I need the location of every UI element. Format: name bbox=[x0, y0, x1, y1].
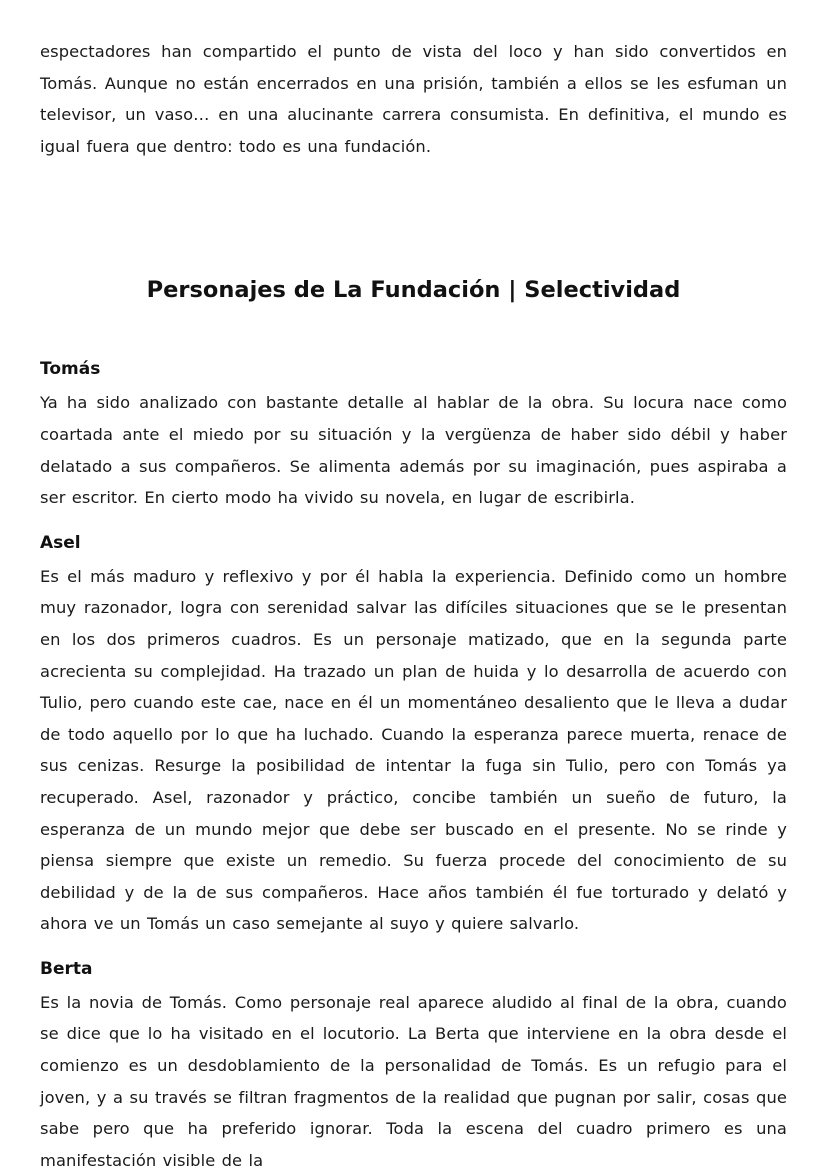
intro-paragraph: espectadores han compartido el punto de vista del loco y han sido convertidos en Tomás. Aunque no están encerrados en una prisión, también a ellos se les esfuman un televisor, un vaso… en una alucinante carrera consumista. En definitiva, el mundo es igual fuera que dentro: todo es una fundación. bbox=[40, 42, 787, 156]
character-section-tomas bbox=[40, 357, 787, 513]
document-page bbox=[40, 36, 787, 1176]
character-section-berta bbox=[40, 957, 787, 1176]
character-description: Ya ha sido analizado con bastante detalle al hablar de la obra. Su locura nace como coartada ante el miedo por su situación y la vergüenza de haber sido débil y haber delatado a sus compañeros. Se alimenta además por su imaginación, pues aspiraba a ser escritor. En cierto modo ha vivido su novela, en lugar de escribirla. bbox=[40, 393, 787, 508]
character-description: Es la novia de Tomás. Como personaje real aparece aludido al final de la obra, cuando se dice que lo ha visitado en el locutorio. La Berta que interviene en la obra desde el comienzo es un desdoblamiento de la personalidad de Tomás. Es un refugio para el joven, y a su través se filtran fragmentos de la realidad que pugnan por salir, cosas que sabe pero que ha preferido ignorar. Toda la escena del cuadro primero es una manifestación visible de la bbox=[40, 992, 787, 1170]
character-name: Tomás bbox=[40, 359, 101, 380]
character-name: Asel bbox=[40, 532, 81, 553]
character-section-asel bbox=[40, 531, 787, 940]
section-title: Personajes de La Fundación | Selectividad bbox=[146, 277, 681, 304]
character-description: Es el más maduro y reflexivo y por él habla la experiencia. Definido como un hombre muy razonador, logra con serenidad salvar las difíciles situaciones que se le presentan en los dos primeros cuadros. Es un personaje matizado, que en la segunda parte acrecienta su complejidad. Ha trazado un plan de huida y lo desarrolla de acuerdo con Tulio, pero cuando este cae, nace en él un momentáneo desaliento que le lleva a dudar de todo aquello por lo que ha luchado. Cuando la esperanza parece muerta, renace de sus cenizas. Resurge la posibilidad de intentar la fuga sin Tulio, pero con Tomás ya recuperado. Asel, razonador y práctico, concibe también un sueño de futuro, la esperanza de un mundo mejor que debe ser buscado en el presente. No se rinde y piensa siempre que existe un remedio. Su fuerza procede del conocimiento de su debilidad y de la de sus compañeros. Hace años también él fue torturado y delató y ahora ve un Tomás un caso semejante al suyo y quiere salvarlo. bbox=[40, 566, 787, 934]
character-name: Berta bbox=[40, 958, 93, 979]
